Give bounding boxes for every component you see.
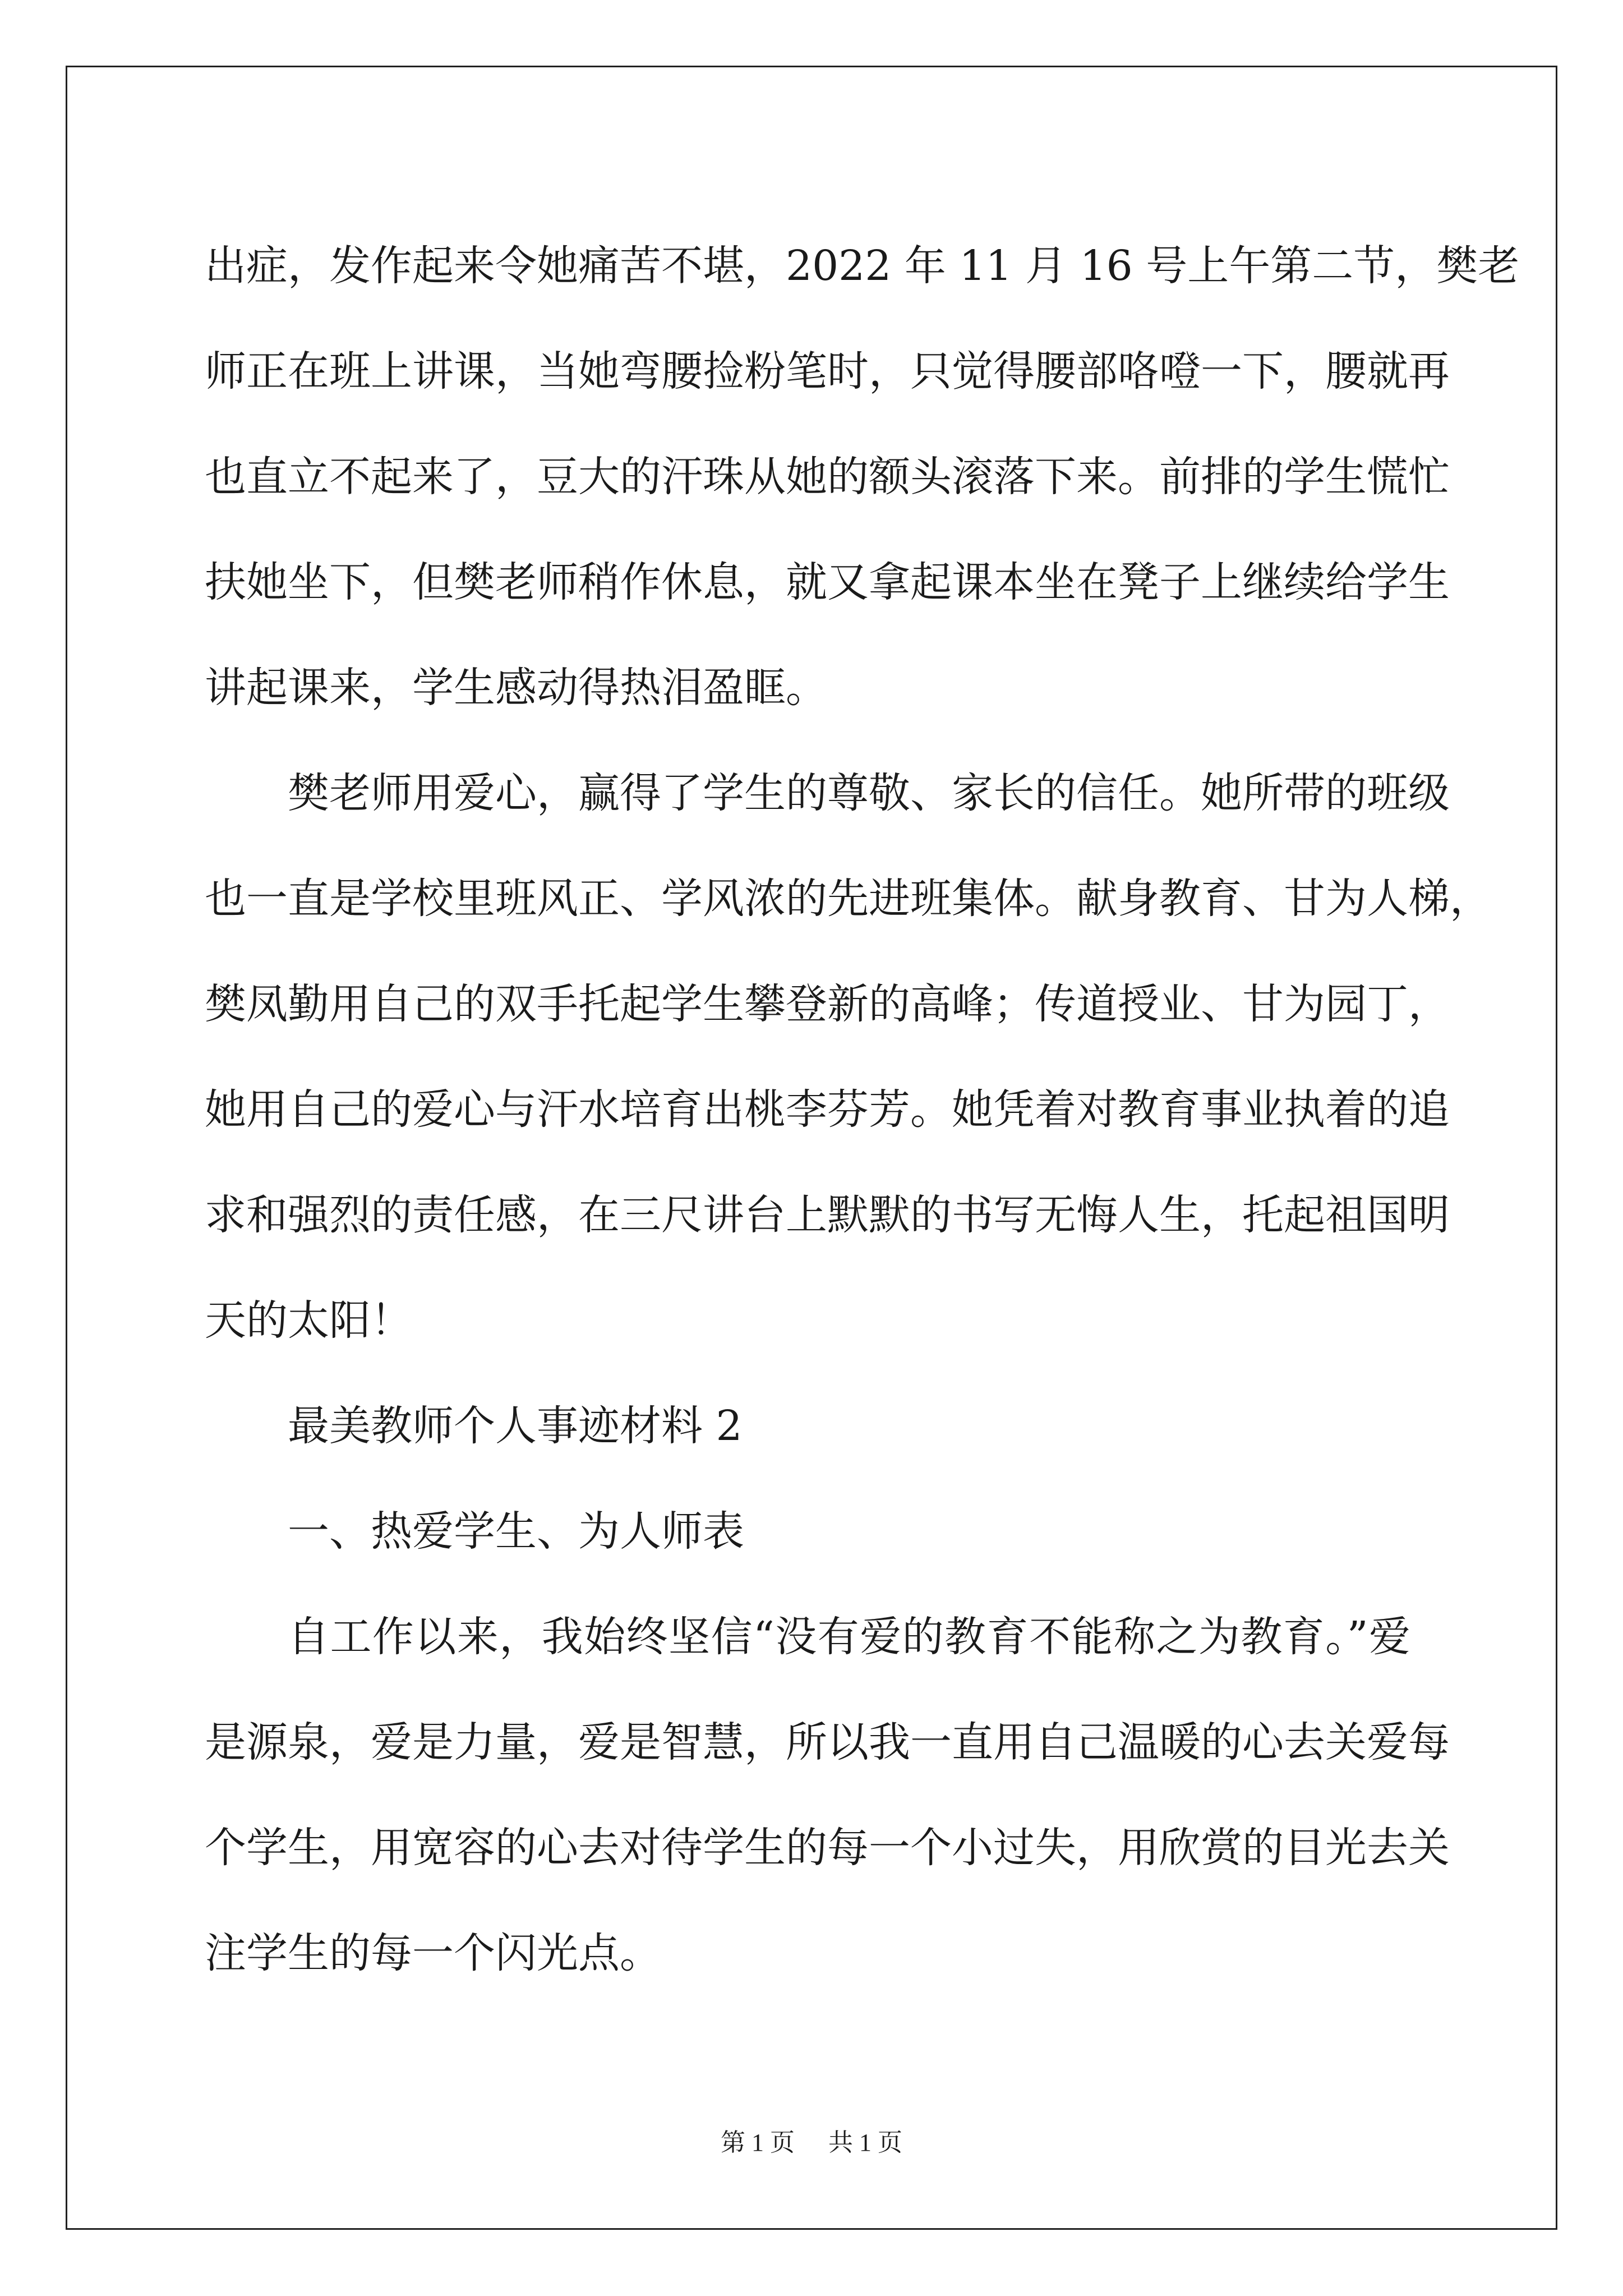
section-heading: 最美教师个人事迹材料 2 (288, 1402, 743, 1450)
text-line: 扶她坐下，但樊老师稍作休息，就又拿起课本坐在凳子上继续给学生 (205, 558, 1450, 606)
page-number: 第 1 页 (721, 2129, 795, 2156)
text-line: 也直立不起来了，豆大的汗珠从她的额头滚落下来。前排的学生慌忙 (205, 453, 1450, 501)
text-line: 出症，发作起来令她痛苦不堪，2022 年 11 月 16 号上午第二节，樊老 (205, 242, 1520, 290)
text-line: 是源泉，爱是力量，爱是智慧，所以我一直用自己温暖的心去关爱每 (205, 1718, 1450, 1766)
text-line: 也一直是学校里班风正、学风浓的先进班集体。献身教育、甘为人梯， (205, 875, 1491, 923)
text-line: 求和强烈的责任感，在三尺讲台上默默的书写无悔人生，托起祖国明 (205, 1191, 1450, 1239)
text-line: 注学生的每一个闪光点。 (205, 1929, 661, 1977)
text-line: 个学生，用宽容的心去对待学生的每一个小过失，用欣赏的目光去关 (205, 1824, 1450, 1872)
page-total: 共 1 页 (828, 2129, 902, 2156)
paragraph-first-line: 自工作以来，我始终坚信“没有爱的教育不能称之为教育。”爱 (288, 1613, 1410, 1661)
text-line: 讲起课来，学生感动得热泪盈眶。 (205, 664, 827, 712)
text-line: 樊凤勤用自己的双手托起学生攀登新的高峰；传道授业、甘为园丁， (205, 980, 1450, 1028)
page-footer (0, 2126, 1623, 2160)
text-line: 她用自己的爱心与汗水培育出桃李芬芳。她凭着对教育事业执着的追 (205, 1085, 1450, 1134)
text-line: 师正在班上讲课，当她弯腰捡粉笔时，只觉得腰部咯噔一下，腰就再 (205, 347, 1450, 395)
document-body (205, 213, 1520, 2006)
subsection-heading: 一、热爱学生、为人师表 (288, 1507, 744, 1556)
paragraph-first-line: 樊老师用爱心，赢得了学生的尊敬、家长的信任。她所带的班级 (288, 769, 1450, 817)
text-line: 天的太阳！ (205, 1296, 412, 1345)
